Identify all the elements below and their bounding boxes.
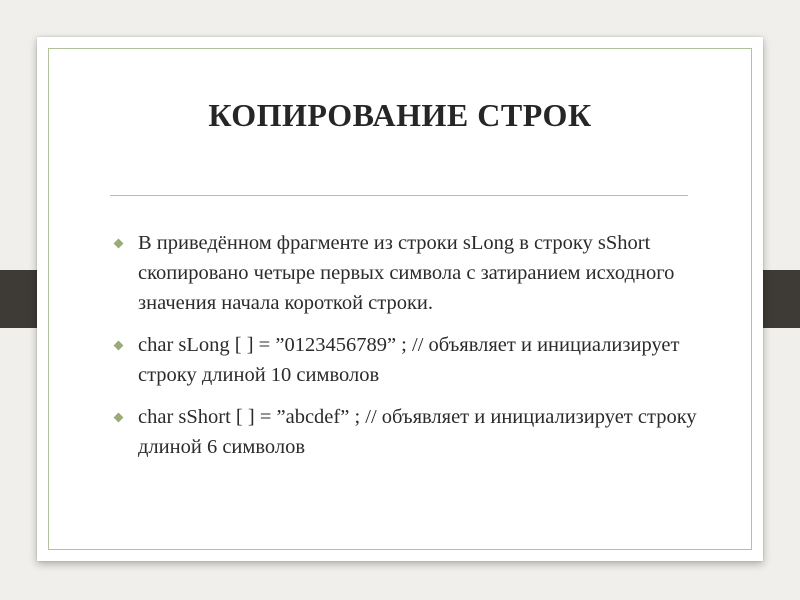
bullet-diamond-icon	[114, 413, 124, 423]
bullet-text: char sLong [ ] = ”0123456789” ; // объявляет и инициализирует строку длиной 10 символов	[138, 334, 680, 386]
slide-card	[37, 37, 763, 561]
bullet-list	[113, 228, 703, 474]
bullet-item	[113, 228, 703, 318]
slide-title: КОПИРОВАНИЕ СТРОК	[208, 97, 592, 133]
bullet-item	[113, 330, 703, 390]
bullet-diamond-icon	[114, 341, 124, 351]
bullet-text: В приведённом фрагменте из строки sLong в строку sShort скопировано четыре первых символа с затиранием исходного значения начала короткой строки.	[138, 232, 675, 314]
bullet-diamond-icon	[114, 239, 124, 249]
bullet-text: char sShort [ ] = ”abcdef” ; // объявляет и инициализирует строку длиной 6 символов	[138, 406, 697, 458]
bullet-item	[113, 402, 703, 462]
title-divider	[110, 195, 688, 196]
